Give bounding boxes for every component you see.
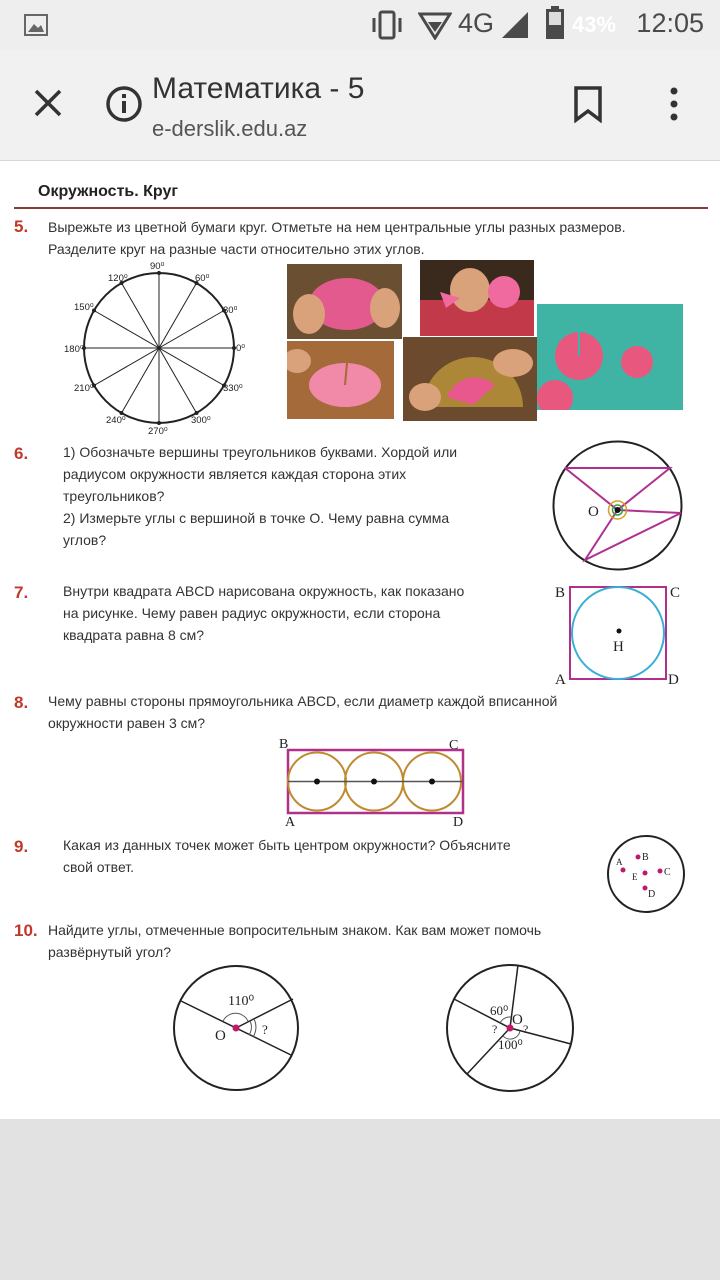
- angle-label: 120⁰: [108, 273, 128, 284]
- task-number: 6.: [14, 444, 29, 463]
- points-in-circle-figure: [605, 833, 687, 915]
- task-text-line: 1) Обозначьте вершины треугольников буквами. Хордой или: [63, 444, 458, 460]
- task-text-line: Вырежьте из цветной бумаги круг. Отметьте на нем центральные углы разных размеров.: [48, 219, 626, 235]
- angle-label: 240⁰: [106, 415, 126, 426]
- task-text-line: Найдите углы, отмеченные вопросительным знаком. Как вам может помочь: [48, 922, 542, 938]
- point-label-b: B: [642, 852, 649, 863]
- angle-label: 330⁰: [223, 383, 243, 394]
- task-text-line: Какая из данных точек может быть центром окружности? Объясните: [63, 837, 511, 853]
- vertex-label-a: A: [555, 672, 566, 688]
- task-text-line: развёрнутый угол?: [48, 944, 171, 960]
- task-text-line: углов?: [63, 532, 107, 548]
- point-label-o: O: [588, 504, 599, 520]
- task-text-line: окружности равен 3 см?: [48, 715, 206, 731]
- task-text-line: свой ответ.: [63, 859, 135, 875]
- more-menu-icon[interactable]: [667, 86, 681, 122]
- photo-paper-circle: [287, 264, 402, 339]
- browser-app-bar: [0, 50, 720, 161]
- vertex-label-d: D: [668, 672, 679, 688]
- point-label-e: E: [632, 872, 638, 882]
- photo-cut-circle: [287, 341, 394, 419]
- point-label-a: A: [616, 857, 623, 867]
- page-title: Математика - 5: [152, 72, 365, 105]
- angle-label: 30⁰: [223, 305, 238, 316]
- vertex-label-c: C: [670, 585, 681, 601]
- network-type: 4G: [458, 8, 495, 38]
- task-text-line: радиусом окружности является каждая сторона этих: [63, 466, 407, 482]
- task-number: 8.: [14, 693, 29, 712]
- square-circle-figure: [552, 580, 692, 688]
- angle-circle: [82, 271, 236, 425]
- task-text-line: Внутри квадрата ABCD нарисована окружность, как показано: [63, 583, 465, 599]
- task-text-line: Чему равны стороны прямоугольника ABCD, если диаметр каждой вписанной: [48, 693, 558, 709]
- photo-image: [403, 337, 537, 421]
- vibrate-icon: [370, 10, 404, 40]
- angle-label: 60⁰: [195, 273, 210, 284]
- clock: 12:05: [636, 8, 704, 38]
- image-notification-icon: [24, 14, 48, 36]
- page-url: e-derslik.edu.az: [152, 116, 308, 141]
- angle-label: 300⁰: [191, 415, 211, 426]
- angle-label: 0⁰: [236, 343, 246, 354]
- task-number: 10.: [14, 921, 38, 940]
- circle-angle-110-figure: [170, 961, 302, 1093]
- status-bar: [0, 0, 720, 50]
- photo-image: [420, 260, 534, 336]
- photo-protractor: [403, 337, 537, 421]
- point-label-o: O: [215, 1028, 226, 1044]
- angle-label: 270⁰: [148, 426, 168, 437]
- angle-value-110: 110⁰: [228, 994, 255, 1009]
- section-heading: Окружность. Круг: [38, 183, 179, 200]
- task-text-line: квадрата равна 8 см?: [63, 627, 205, 643]
- photo-pieces-board: [537, 304, 683, 410]
- photo-image: [287, 341, 394, 419]
- info-icon[interactable]: [105, 85, 143, 123]
- battery-icon: [545, 6, 565, 40]
- angle-circle-figure: [58, 259, 258, 437]
- circle-angles-60-100-figure: [443, 961, 578, 1096]
- photo-image: [287, 264, 402, 339]
- unknown-angle-left: ?: [492, 1022, 498, 1036]
- unknown-angle: ?: [262, 1022, 268, 1037]
- task-text-line: треугольников?: [63, 488, 165, 504]
- vertex-label-a: A: [285, 815, 296, 827]
- task-number: 7.: [14, 583, 29, 602]
- point-label-h: H: [613, 639, 624, 655]
- rectangle-three-circles-figure: [276, 735, 476, 827]
- angle-label: 210⁰: [74, 383, 94, 394]
- page-bottom-area: [0, 1119, 720, 1280]
- vertex-label-d: D: [453, 815, 464, 827]
- wifi-icon: [418, 10, 452, 40]
- task-number: 5.: [14, 217, 29, 236]
- close-icon[interactable]: [32, 87, 64, 119]
- vertex-label-b: B: [555, 585, 566, 601]
- angle-label: 90⁰: [150, 261, 165, 272]
- triangles-in-circle-figure: [550, 438, 685, 573]
- unknown-angle-right: ?: [523, 1022, 529, 1036]
- vertex-label-b: B: [279, 737, 289, 752]
- task-text-line: Разделите круг на разные части относительно этих углов.: [48, 241, 425, 257]
- task-text-line: на рисунке. Чему равен радиус окружности, если сторона: [63, 605, 441, 621]
- angle-label: 180⁰: [64, 344, 84, 355]
- document-page: [0, 161, 720, 1119]
- task-text-line: 2) Измерьте углы с вершиной в точке О. Чему равна сумма: [63, 510, 450, 526]
- point-label-o: O: [512, 1012, 523, 1028]
- heading-divider: [14, 207, 708, 209]
- angle-value-100: 100⁰: [498, 1037, 523, 1052]
- angle-label: 150⁰: [74, 302, 94, 313]
- signal-icon: [500, 10, 530, 40]
- battery-percent: 43%: [572, 12, 617, 37]
- point-label-c: C: [664, 867, 671, 878]
- photo-child-paper: [420, 260, 534, 336]
- angle-value-60: 60⁰: [490, 1003, 509, 1018]
- task-number: 9.: [14, 837, 29, 856]
- point-label-d: D: [648, 889, 656, 900]
- vertex-label-c: C: [449, 738, 459, 753]
- bookmark-icon[interactable]: [573, 85, 603, 123]
- photo-image: [537, 304, 683, 410]
